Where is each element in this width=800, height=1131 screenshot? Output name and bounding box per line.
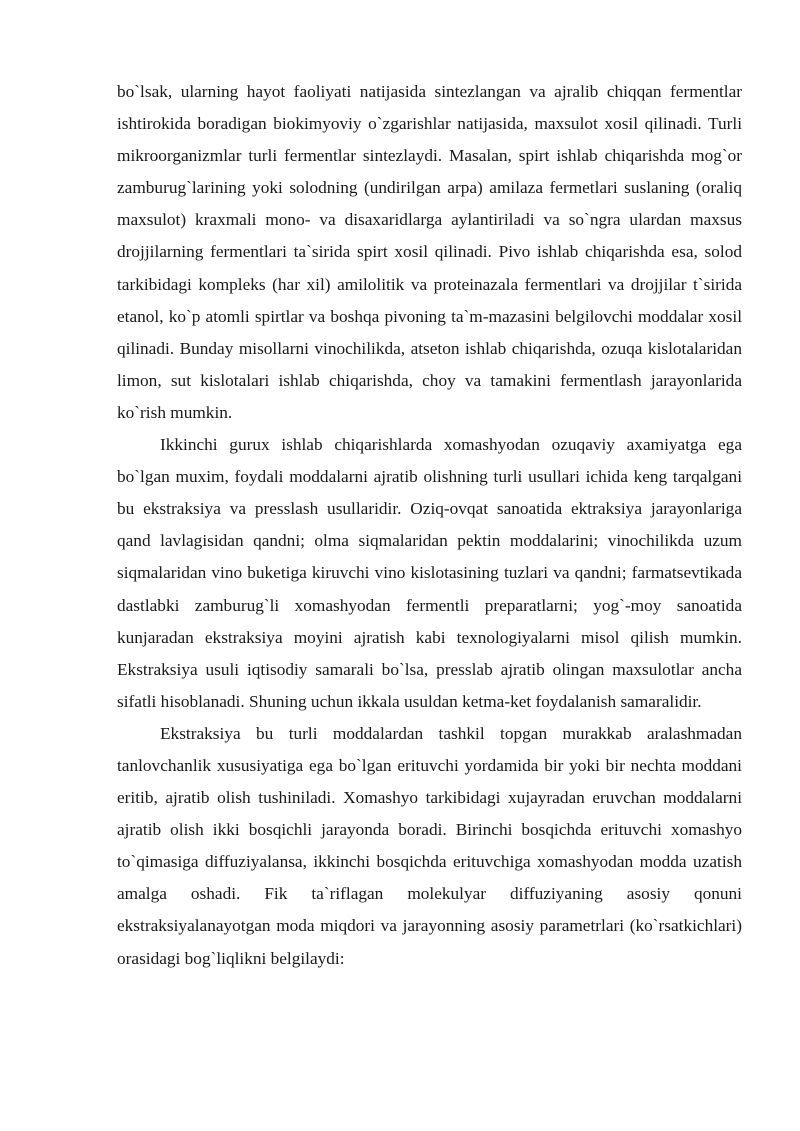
paragraph-extraction-pressing: Ikkinchi gurux ishlab chiqarishlarda xomashyodan ozuqaviy axamiyatga ega bo`lgan muxim, foydali moddalarni ajratib olishning turli usullari ichida keng tarqalgani bu ekstraksiya va presslash usullaridir. Oziq-ovqat sanoatida ektraksiya jarayonlariga qand lavlagisidan qandni; olma siqmalaridan pektin moddalarini; vinochilikda uzum siqmalaridan vino buketiga kiruvchi vino kislotasining tuzlari va qandni; farmatsevtikada dastlabki zamburug`li xomashyodan fermentli preparatlarni; yog`-moy sanoatida kunjaradan ekstraksiya moyini ajratish kabi texnologiyalarni misol qilish mumkin. Ekstraksiya usuli iqtisodiy samarali bo`lsa, presslab ajratib olingan maxsulotlar ancha sifatli hisoblanadi. Shuning uchun ikkala usuldan ketma-ket foydalanish samaralidir. <box>117 435 742 711</box>
paragraph-extraction-definition: Ekstraksiya bu turli moddalardan tashkil topgan murakkab aralashmadan tanlovchanlik xususiyatiga ega bo`lgan erituvchi yordamida bir yoki bir nechta moddani eritib, ajratib olish tushiniladi. Xomashyo tarkibidagi xujayradan eruvchan moddalarni ajratib olish ikki bosqichli jarayonda boradi. Birinchi bosqichda erituvchi xomashyo to`qimasiga diffuziyalansa, ikkinchi bosqichda erituvchiga xomashyodan modda uzatish amalga oshadi. Fik ta`riflagan molekulyar diffuziyaning asosiy qonuni ekstraksiyalanayotgan moda miqdori va jarayonning asosiy parametrlari (ko`rsatkichlari) orasidagi bog`liqlikni belgilaydi: <box>117 723 742 968</box>
document-body <box>117 76 742 975</box>
paragraph-continuation: bo`lsak, ularning hayot faoliyati natijasida sintezlangan va ajralib chiqqan fermentlar ishtirokida boradigan biokimyoviy o`zgarishlar natijasida, maxsulot xosil qilinadi. Turli mikroorganizmlar turli fermentlar sintezlaydi. Masalan, spirt ishlab chiqarishda mog`or zamburug`larining yoki solodning (undirilgan arpa) amilaza fermetlari suslaning (oraliq maxsulot) kraxmali mono- va disaxaridlarga aylantiriladi va so`ngra ulardan maxsus drojjilarning fermentlari ta`sirida spirt xosil qilinadi. Pivo ishlab chiqarishda esa, solod tarkibidagi kompleks (har xil) amilolitik va proteinazala fermentlari va drojjilar t`sirida etanol, ko`p atomli spirtlar va boshqa pivoning ta`m-mazasini belgilovchi moddalar xosil qilinadi. Bunday misollarni vinochilikda, atseton ishlab chiqarishda, ozuqa kislotalaridan limon, sut kislotalari ishlab chiqarishda, choy va tamakini fermentlash jarayonlarida ko`rish mumkin. <box>117 82 742 422</box>
